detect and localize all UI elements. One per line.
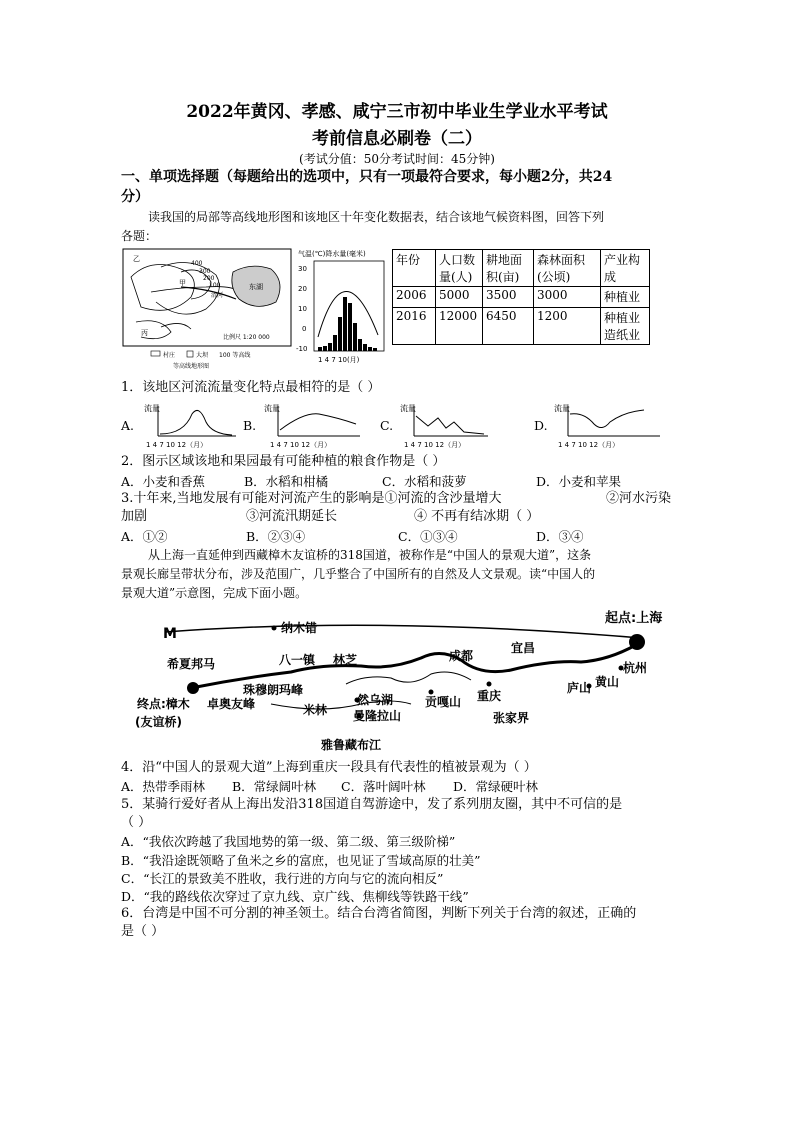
q4-option-a: A．热带季雨林 xyxy=(121,779,206,794)
section-heading: 一、单项选择题（每题给出的选项中，只有一项最符合要求，每小题2分，共24 xyxy=(121,169,613,185)
table-header-cell: 森林面积(公顷) xyxy=(534,250,601,287)
q1-axis-label-a: 流量 xyxy=(144,404,160,413)
table-row xyxy=(393,308,650,345)
route-intro-cont2: 景观大道”示意图，完成下面小题。 xyxy=(121,586,308,600)
q6-stem: 6．台湾是中国不可分割的神圣领土。结合台湾省简图，判断下列关于台湾的叙述，正确的 xyxy=(121,906,637,921)
route-label-8: 重庆 xyxy=(477,689,502,703)
route-label-9: 张家界 xyxy=(493,711,530,725)
table-header-cell: 产业构成 xyxy=(601,250,650,287)
exam-info: (考试分值：50分考试时间：45分钟) xyxy=(299,152,495,166)
q1-axis-label-d: 流量 xyxy=(554,404,570,413)
route-label-20: 曼隆拉山 xyxy=(353,709,402,723)
route-label-5: 杭州 xyxy=(623,661,648,675)
route-label-21: 雅鲁藏布江 xyxy=(321,738,382,752)
q6-stem-cont: 是（ ） xyxy=(121,924,165,939)
table-header-cell: 耕地面积(亩) xyxy=(483,250,534,287)
climate-ytick-1: 20 xyxy=(298,285,307,293)
route-label-16: 终点:樟木 xyxy=(137,697,190,711)
q4-option-d: D．常绿硬叶林 xyxy=(453,779,539,794)
q4-stem: 4．沿“中国人的景观大道”上海到重庆一段具有代表性的植被景观为（ ） xyxy=(121,760,537,775)
q5-option-d: D．“我的路线依次穿过了京九线、京广线、焦柳线等铁路干线” xyxy=(121,889,469,904)
table-cell: 12000 xyxy=(436,308,483,345)
q1-option-a-graph xyxy=(144,402,239,450)
q1-option-d-graph xyxy=(554,402,664,450)
route-label-2: 起点:上海 xyxy=(605,611,663,626)
q1-xticks-b: 1 4 7 10 12（月） xyxy=(270,441,332,449)
q1-option-b-graph xyxy=(264,402,364,450)
table-header-cell: 年份 xyxy=(393,250,436,287)
q4-option-b: B．常绿阔叶林 xyxy=(232,779,317,794)
legend-village: 村庄 xyxy=(163,352,176,359)
route-label-13: 希夏邦马 xyxy=(167,657,216,671)
route-map xyxy=(121,604,681,756)
contour-label-6: 清河 xyxy=(211,292,224,299)
contour-label-3: 200 xyxy=(203,275,215,282)
q1-xticks-a: 1 4 7 10 12（月） xyxy=(146,441,208,449)
contour-label-9: 比例尺 1:20 000 xyxy=(223,334,270,341)
q1-stem: 1．该地区河流流量变化特点最相符的是（ ） xyxy=(121,380,381,395)
q1-axis-label-b: 流量 xyxy=(264,404,280,413)
route-intro: 从上海一直延伸到西藏樟木友谊桥的318国道，被称作是“中国人的景观大道”，这条 xyxy=(148,548,592,562)
q5-option-c: C．“长江的景致美不胜收，我行进的方向与它的流向相反” xyxy=(121,871,444,886)
contour-label-2: 300 xyxy=(199,268,211,275)
q5-stem-cont: （ ） xyxy=(121,815,152,830)
route-label-19: 然乌湖 xyxy=(357,693,394,707)
route-label-18: 米林 xyxy=(303,703,328,717)
table-cell: 6450 xyxy=(483,308,534,345)
contour-map xyxy=(121,247,293,372)
table-header-row xyxy=(393,250,650,287)
q1-option-d-label: D. xyxy=(534,418,548,433)
q1-option-c-graph xyxy=(400,402,492,450)
climate-xticks: 1 4 7 10(月) xyxy=(318,356,360,364)
table-cell: 2006 xyxy=(393,287,436,308)
q3-stem-item4: ④ 不再有结冰期（ ） xyxy=(414,509,540,524)
q5-stem: 5．某骑行爱好者从上海出发沿318国道自驾游途中，发了系列朋友圈，其中不可信的是 xyxy=(121,797,623,812)
legend-contour: 100 等高线 xyxy=(219,352,251,359)
q5-option-b: B．“我沿途既领略了鱼米之乡的富庶，也见证了雪域高原的壮美” xyxy=(121,853,481,868)
table-cell: 种植业造纸业 xyxy=(601,308,650,345)
table-cell: 3000 xyxy=(534,287,601,308)
climate-title: 气温(℃)降水量(毫米) xyxy=(298,250,366,258)
route-label-7: 庐山 xyxy=(567,681,592,695)
q3-stem-item2: ②河水污染 xyxy=(606,491,672,506)
route-label-3: 宜昌 xyxy=(511,641,536,655)
contour-label-0: 乙 xyxy=(133,255,140,263)
q3-stem: 3.十年来,当地发展有可能对河流产生的影响是①河流的含沙量增大 xyxy=(121,491,502,506)
q1-option-c-label: C. xyxy=(380,418,394,433)
route-label-1: 纳木错 xyxy=(281,621,318,635)
paper-subtitle: 考前信息必刷卷（二） xyxy=(312,129,482,149)
table-cell: 种植业 xyxy=(601,287,650,308)
table-cell: 3500 xyxy=(483,287,534,308)
q1-xticks-c: 1 4 7 10 12（月） xyxy=(404,441,466,449)
q3-stem-cont: 加剧 xyxy=(121,509,148,524)
q5-option-a: A．“我依次跨越了我国地势的第一级、第二级、第三级阶梯” xyxy=(121,834,456,849)
contour-caption: 等高线地形图 xyxy=(173,363,210,370)
contour-label-4: 100 xyxy=(209,282,221,289)
section-intro-cont: 各题： xyxy=(121,229,158,243)
climate-ytick-2: 10 xyxy=(298,305,307,313)
section-intro: 读我国的局部等高线地形图和该地区十年变化数据表，结合该地气候资料图，回答下列 xyxy=(148,210,605,224)
q3-stem-item3: ③河流汛期延长 xyxy=(246,509,338,524)
q2-option-c: C．水稻和菠萝 xyxy=(382,474,467,489)
q1-axis-label-c: 流量 xyxy=(400,404,416,413)
contour-label-1: 400 xyxy=(191,260,203,267)
q2-option-a: A．小麦和香蕉 xyxy=(121,474,206,489)
table-cell: 5000 xyxy=(436,287,483,308)
table-cell: 1200 xyxy=(534,308,601,345)
q3-option-b: B．②③④ xyxy=(246,529,306,544)
legend-dam: 大坝 xyxy=(196,352,209,359)
route-label-4: 成都 xyxy=(449,649,474,663)
route-label-17: (友谊桥) xyxy=(135,715,182,729)
route-label-15: 卓奥友峰 xyxy=(207,697,256,711)
q4-option-c: C．落叶阔叶林 xyxy=(341,779,426,794)
table-cell: 2016 xyxy=(393,308,436,345)
table-header-cell: 人口数量(人) xyxy=(436,250,483,287)
q1-option-a-label: A. xyxy=(121,418,135,433)
route-label-11: 八一镇 xyxy=(279,653,316,667)
section-heading-cont: 分） xyxy=(121,189,149,205)
route-label-12: 林芝 xyxy=(333,653,358,667)
q1-xticks-d: 1 4 7 10 12（月） xyxy=(558,441,620,449)
route-label-14: 珠穆朗玛峰 xyxy=(243,683,304,697)
q2-option-b: B．水稻和柑橘 xyxy=(244,474,329,489)
q2-option-d: D．小麦和苹果 xyxy=(536,474,622,489)
route-label-0: M xyxy=(163,626,177,642)
contour-label-5: 甲 xyxy=(179,279,186,287)
climate-chart xyxy=(296,247,392,367)
q1-option-b-label: B. xyxy=(243,418,257,433)
q3-option-d: D．③④ xyxy=(536,529,584,544)
table-row xyxy=(393,287,650,308)
climate-ytick-4: -10 xyxy=(296,345,308,353)
contour-label-7: 东湖 xyxy=(249,283,263,291)
q3-option-c: C．①③④ xyxy=(398,529,458,544)
q2-stem: 2．图示区域该地和果园最有可能种植的粮食作物是（ ） xyxy=(121,454,446,469)
climate-ytick-0: 30 xyxy=(298,265,307,273)
paper-title: 2022年黄冈、孝感、咸宁三市初中毕业生学业水平考试 xyxy=(186,102,608,122)
contour-label-8: 丙 xyxy=(141,329,148,337)
route-label-10: 贡嘎山 xyxy=(425,695,462,709)
q3-option-a: A．①② xyxy=(121,529,168,544)
climate-ytick-3: 0 xyxy=(302,325,307,333)
route-intro-cont: 景观长廊呈带状分布，涉及范围广，几乎整合了中国所有的自然及人文景观。读“中国人的 xyxy=(121,567,596,581)
route-label-6: 黄山 xyxy=(595,675,620,689)
data-table xyxy=(392,249,650,345)
